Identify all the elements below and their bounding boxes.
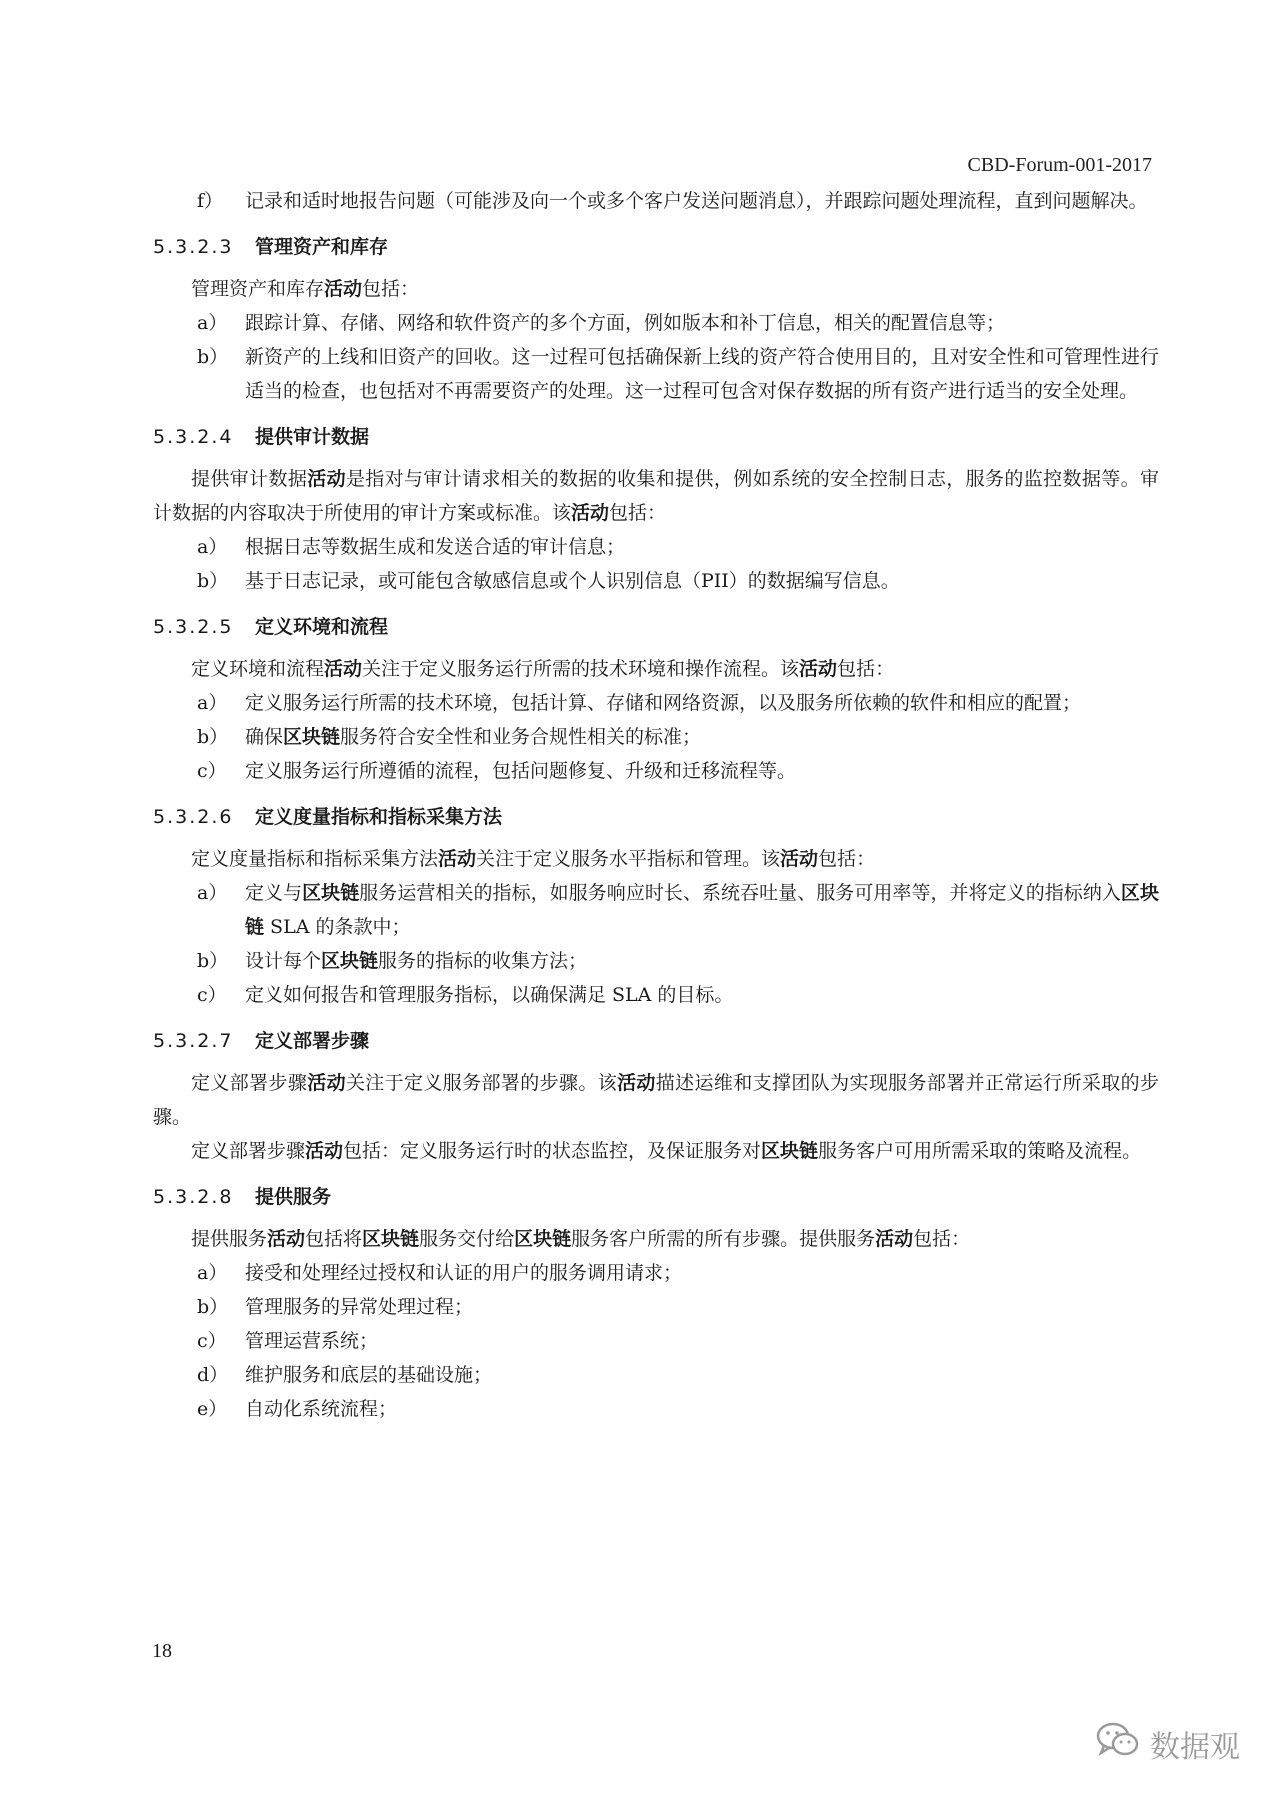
text-run: 关注于定义服务运行所需的技术环境和操作流程。该	[362, 658, 800, 680]
text-run: 包括：定义服务运行时的状态监控，及保证服务对	[343, 1140, 762, 1162]
bold-term: 活动	[267, 1228, 306, 1250]
section-heading	[153, 1024, 1159, 1058]
section-title: 提供审计数据	[255, 426, 370, 448]
section-title: 定义度量指标和指标采集方法	[255, 806, 503, 828]
list-item	[153, 1392, 1159, 1426]
bold-term: 区块链	[245, 882, 1159, 938]
list-item	[153, 1290, 1159, 1324]
bold-term: 区块链	[321, 950, 379, 972]
list-item-label: b）	[197, 570, 229, 592]
bold-term: 活动	[617, 1072, 656, 1094]
bold-term: 区块链	[761, 1140, 819, 1162]
text-run: 包括：	[837, 658, 895, 680]
text-run: 提供服务	[191, 1228, 268, 1250]
list-item-label: d）	[197, 1364, 229, 1386]
list-item-label: c）	[197, 984, 227, 1006]
section-number: 5.3.2.8	[153, 1186, 234, 1208]
bold-term: 活动	[324, 278, 363, 300]
list-item-label: a）	[197, 536, 228, 558]
text-run: SLA 的条款中；	[264, 916, 411, 938]
text-run: 包括：	[609, 502, 667, 524]
text-run: 新资产的上线和旧资产的回收。这一过程可包括确保新上线的资产符合使用目的，且对安全性和可管理性进行适当的检查，也包括对不再需要资产的处理。这一过程可包含对保存数据的所有资产进行适当的安全处理。	[245, 346, 1159, 402]
list-item	[153, 306, 1159, 340]
section-number: 5.3.2.3	[153, 236, 234, 258]
bold-term: 活动	[875, 1228, 914, 1250]
list-item	[153, 944, 1159, 978]
text-run: 是指对与审计请求相关的数据的收集和提供，例如系统的安全控制日志，服务的监控数据等。审计数据的内容取决于所使用的审计方案或标准。该	[153, 468, 1159, 524]
section-heading	[153, 800, 1159, 834]
text-run: 定义部署步骤	[191, 1072, 308, 1094]
bold-term: 区块链	[302, 882, 360, 904]
section-title: 定义部署步骤	[255, 1030, 370, 1052]
list-item	[153, 1358, 1159, 1392]
paragraph	[153, 1222, 1159, 1256]
paragraph	[153, 1134, 1159, 1168]
watermark	[1096, 1721, 1240, 1767]
text-run: 包括将	[305, 1228, 363, 1250]
text-run: 接受和处理经过授权和认证的用户的服务调用请求；	[245, 1262, 683, 1284]
bold-term: 区块链	[283, 726, 341, 748]
text-run: 确保	[245, 726, 284, 748]
section-heading	[153, 610, 1159, 644]
section-number: 5.3.2.4	[153, 426, 234, 448]
list-item-label: b）	[197, 1296, 229, 1318]
list-item-label: a）	[197, 882, 228, 904]
text-run: 提供审计数据	[191, 468, 308, 490]
list-item-label: a）	[197, 312, 228, 334]
list-item-label: e）	[197, 1398, 228, 1420]
list-item-label: a）	[197, 1262, 228, 1284]
text-run: 管理服务的异常处理过程；	[245, 1296, 474, 1318]
list-item-label: c）	[197, 760, 227, 782]
page-number: 18	[152, 1640, 172, 1662]
text-run: 自动化系统流程；	[245, 1398, 398, 1420]
text-run: 基于日志记录，或可能包含敏感信息或个人识别信息（PII）的数据编写信息。	[245, 570, 900, 592]
list-item	[153, 876, 1159, 944]
text-run: 定义环境和流程	[191, 658, 325, 680]
text-run: 服务符合安全性和业务合规性相关的标准；	[340, 726, 702, 748]
text-run: 描述运维和支撑团队为实现服务部署并正常运行所采取的步骤。	[153, 1072, 1159, 1128]
text-run: 管理资产和库存	[191, 278, 325, 300]
section-title: 定义环境和流程	[255, 616, 389, 638]
text-run: 定义服务运行所需的技术环境，包括计算、存储和网络资源，以及服务所依赖的软件和相应的配置；	[245, 692, 1082, 714]
section-number: 5.3.2.6	[153, 806, 234, 828]
text-run: 记录和适时地报告问题（可能涉及向一个或多个客户发送问题消息），并跟踪问题处理流程，直到问题解决。	[245, 190, 1148, 212]
text-run: 定义度量指标和指标采集方法	[191, 848, 439, 870]
list-item	[153, 530, 1159, 564]
text-run: 服务客户可用所需采取的策略及流程。	[818, 1140, 1142, 1162]
text-run: 管理运营系统；	[245, 1330, 379, 1352]
bold-term: 活动	[571, 502, 610, 524]
list-item	[153, 184, 1159, 218]
section-title: 管理资产和库存	[255, 236, 389, 258]
list-item	[153, 978, 1159, 1012]
list-item	[153, 754, 1159, 788]
list-item	[153, 340, 1159, 408]
bold-term: 活动	[307, 468, 346, 490]
text-run: 跟踪计算、存储、网络和软件资产的多个方面，例如版本和补丁信息，相关的配置信息等；	[245, 312, 1006, 334]
list-item-label: b）	[197, 950, 229, 972]
list-item	[153, 564, 1159, 598]
list-item	[153, 1256, 1159, 1290]
section-heading	[153, 1180, 1159, 1214]
text-run: 服务交付给	[419, 1228, 515, 1250]
document-code: CBD-Forum-001-2017	[967, 154, 1152, 176]
text-run: 定义服务运行所遵循的流程，包括问题修复、升级和迁移流程等。	[245, 760, 797, 782]
section-heading	[153, 230, 1159, 264]
document-body	[153, 184, 1159, 1426]
bold-term: 活动	[438, 848, 477, 870]
watermark-text: 数据观	[1150, 1730, 1240, 1765]
list-item-label: a）	[197, 692, 228, 714]
bold-term: 活动	[307, 1072, 346, 1094]
list-item	[153, 720, 1159, 754]
bold-term: 活动	[799, 658, 838, 680]
text-run: 包括：	[818, 848, 876, 870]
text-run: 维护服务和底层的基础设施；	[245, 1364, 493, 1386]
section-title: 提供服务	[255, 1186, 332, 1208]
bold-term: 区块链	[362, 1228, 420, 1250]
list-item-label: b）	[197, 346, 229, 368]
text-run: 定义与	[245, 882, 303, 904]
list-item	[153, 686, 1159, 720]
paragraph	[153, 272, 1159, 306]
list-item	[153, 1324, 1159, 1358]
text-run: 服务客户所需的所有步骤。提供服务	[571, 1228, 876, 1250]
section-number: 5.3.2.5	[153, 616, 234, 638]
section-number: 5.3.2.7	[153, 1030, 234, 1052]
text-run: 服务的指标的收集方法；	[378, 950, 588, 972]
list-item-label: f）	[197, 190, 224, 212]
wechat-icon	[1096, 1721, 1140, 1767]
text-run: 关注于定义服务部署的步骤。该	[345, 1072, 618, 1094]
list-item-label: c）	[197, 1330, 227, 1352]
bold-term: 活动	[305, 1140, 344, 1162]
list-item-label: b）	[197, 726, 229, 748]
text-run: 根据日志等数据生成和发送合适的审计信息；	[245, 536, 626, 558]
paragraph	[153, 842, 1159, 876]
section-heading	[153, 420, 1159, 454]
paragraph	[153, 1066, 1159, 1134]
text-run: 定义如何报告和管理服务指标，以确保满足 SLA 的目标。	[245, 984, 734, 1006]
bold-term: 区块链	[514, 1228, 572, 1250]
text-run: 包括：	[362, 278, 420, 300]
text-run: 关注于定义服务水平指标和管理。该	[476, 848, 781, 870]
text-run: 包括：	[913, 1228, 971, 1250]
bold-term: 活动	[780, 848, 819, 870]
bold-term: 活动	[324, 658, 363, 680]
text-run: 服务运营相关的指标，如服务响应时长、系统吞吐量、服务可用率等，并将定义的指标纳入	[359, 882, 1121, 904]
text-run: 定义部署步骤	[191, 1140, 306, 1162]
text-run: 设计每个	[245, 950, 322, 972]
paragraph	[153, 652, 1159, 686]
paragraph	[153, 462, 1159, 530]
